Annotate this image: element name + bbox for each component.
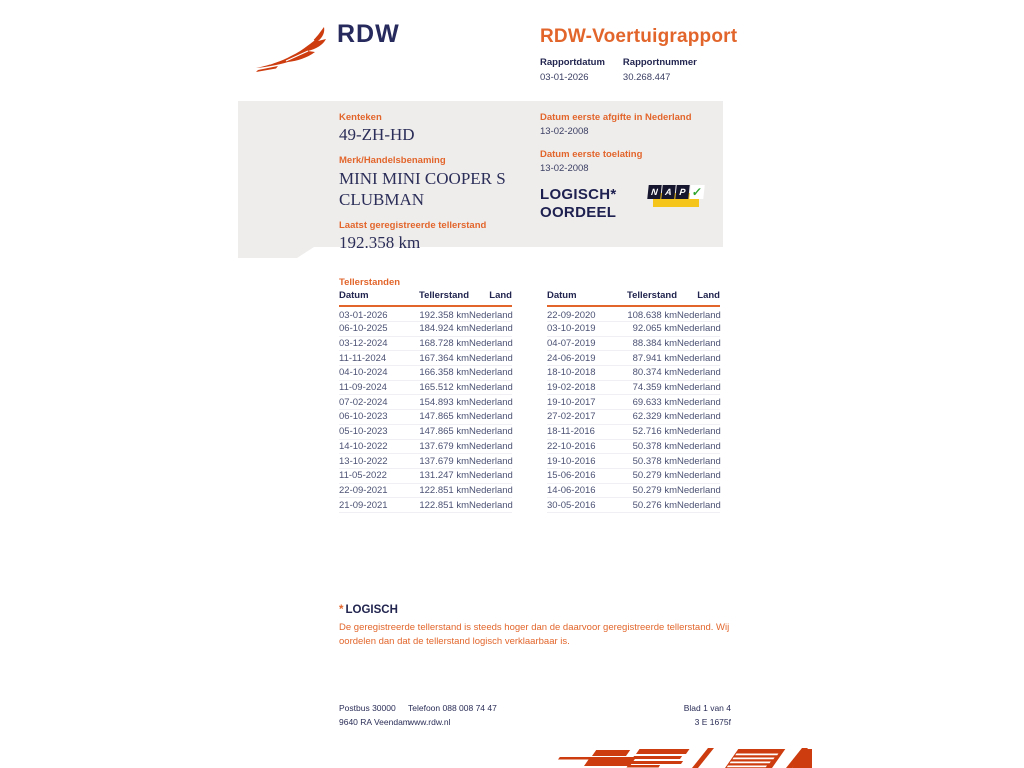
table-row bbox=[339, 351, 512, 366]
cell-datum: 05-10-2023 bbox=[339, 424, 413, 439]
table-row bbox=[547, 351, 720, 366]
nap-check-icon: ✓ bbox=[691, 185, 703, 199]
report-date-value: 03-01-2026 bbox=[540, 72, 589, 83]
afgifte-value: 13-02-2008 bbox=[540, 126, 589, 137]
tellerstanden-heading: Tellerstanden bbox=[339, 277, 401, 288]
cell-land: Nederland bbox=[677, 396, 721, 408]
footer-address-line1: Postbus 30000 bbox=[339, 703, 396, 713]
oordeel-line1: LOGISCH* bbox=[540, 186, 617, 203]
cell-datum: 06-10-2025 bbox=[339, 322, 413, 337]
cell-land: Nederland bbox=[469, 470, 513, 482]
table-row bbox=[339, 454, 512, 469]
note-text: De geregistreerde tellerstand is steeds hoger dan de daarvoor geregistreerde tellerstand. Wij oordelen dan dat de tellerstand logisch verklaarbaar is. bbox=[339, 622, 730, 647]
cell-tellerstand: 50.276 km bbox=[621, 498, 677, 513]
note-heading bbox=[339, 604, 737, 616]
table-row bbox=[547, 395, 720, 410]
note-heading-text: LOGISCH bbox=[345, 604, 398, 616]
column-header-tellerstand: Tellerstand bbox=[413, 290, 469, 306]
cell-land: Nederland bbox=[469, 338, 513, 350]
report-date-label: Rapportdatum bbox=[540, 57, 605, 68]
cell-tellerstand: 80.374 km bbox=[621, 366, 677, 381]
cell-datum: 03-12-2024 bbox=[339, 336, 413, 351]
merk-value: MINI MINI COOPER S CLUBMAN bbox=[339, 169, 506, 209]
table-row bbox=[547, 306, 720, 322]
table-row bbox=[547, 454, 720, 469]
cell-datum: 18-10-2018 bbox=[547, 366, 621, 381]
table-row bbox=[339, 468, 512, 483]
table-row bbox=[339, 380, 512, 395]
cell-tellerstand: 88.384 km bbox=[621, 336, 677, 351]
cell-tellerstand: 50.279 km bbox=[621, 483, 677, 498]
report-date bbox=[540, 57, 605, 83]
cell-land: Nederland bbox=[469, 426, 513, 438]
cell-tellerstand: 50.378 km bbox=[621, 454, 677, 469]
footer-phone: Telefoon 088 008 74 47 bbox=[408, 703, 497, 713]
cell-tellerstand: 192.358 km bbox=[413, 306, 469, 322]
table-row bbox=[339, 483, 512, 498]
cell-land: Nederland bbox=[469, 499, 513, 511]
toelating-label: Datum eerste toelating bbox=[540, 149, 643, 160]
nap-letter-n: N bbox=[647, 185, 661, 199]
toelating-value: 13-02-2008 bbox=[540, 163, 589, 174]
footer-website[interactable]: www.rdw.nl bbox=[408, 716, 451, 727]
nap-logo bbox=[648, 185, 704, 211]
vehicle-summary-left bbox=[339, 112, 539, 263]
cell-land: Nederland bbox=[677, 455, 721, 467]
meter-table-right bbox=[547, 290, 720, 513]
cell-tellerstand: 122.851 km bbox=[413, 483, 469, 498]
kenteken-label: Kenteken bbox=[339, 112, 382, 123]
table-row bbox=[547, 483, 720, 498]
merk-label: Merk/Handelsbenaming bbox=[339, 155, 446, 166]
footer-page-number: Blad 1 van 4 bbox=[683, 703, 731, 713]
table-row bbox=[547, 424, 720, 439]
cell-land: Nederland bbox=[677, 484, 721, 496]
column-header-land: Land bbox=[469, 290, 512, 306]
cell-land: Nederland bbox=[677, 426, 721, 438]
rdw-wordmark: RDW bbox=[337, 20, 400, 48]
table-header-row bbox=[547, 290, 720, 306]
cell-datum: 22-09-2020 bbox=[547, 306, 621, 322]
cell-tellerstand: 168.728 km bbox=[413, 336, 469, 351]
cell-datum: 13-10-2022 bbox=[339, 454, 413, 469]
report-number-value: 30.268.447 bbox=[622, 72, 671, 83]
report-number-label: Rapportnummer bbox=[622, 57, 697, 68]
cell-land: Nederland bbox=[677, 382, 721, 394]
cell-datum: 11-11-2024 bbox=[339, 351, 413, 366]
page-title: RDW-Voertuigrapport bbox=[540, 26, 738, 47]
cell-datum: 30-05-2016 bbox=[547, 498, 621, 513]
cell-land: Nederland bbox=[469, 484, 513, 496]
table-row bbox=[339, 498, 512, 513]
meter-table-left bbox=[339, 290, 511, 513]
table-row bbox=[339, 322, 512, 337]
table-header-row bbox=[339, 290, 512, 306]
cell-datum: 03-10-2019 bbox=[547, 322, 621, 337]
rdw-logo-icon bbox=[252, 24, 332, 72]
report-meta bbox=[540, 57, 697, 83]
cell-tellerstand: 184.924 km bbox=[413, 322, 469, 337]
cell-tellerstand: 137.679 km bbox=[413, 454, 469, 469]
logisch-note bbox=[339, 604, 737, 648]
cell-datum: 22-09-2021 bbox=[339, 483, 413, 498]
cell-land: Nederland bbox=[677, 352, 721, 364]
tellerstand-label: Laatst geregistreerde tellerstand bbox=[339, 220, 487, 231]
cell-datum: 04-07-2019 bbox=[547, 336, 621, 351]
cell-land: Nederland bbox=[677, 367, 721, 379]
cell-datum: 11-09-2024 bbox=[339, 380, 413, 395]
table-row bbox=[547, 380, 720, 395]
cell-land: Nederland bbox=[677, 323, 721, 335]
cell-land: Nederland bbox=[677, 306, 720, 322]
cell-land: Nederland bbox=[469, 440, 513, 452]
cell-land: Nederland bbox=[469, 323, 513, 335]
cell-datum: 19-10-2016 bbox=[547, 454, 621, 469]
column-header-land: Land bbox=[677, 290, 720, 306]
summary-box-tab bbox=[238, 247, 314, 258]
cell-land: Nederland bbox=[677, 470, 721, 482]
cell-land: Nederland bbox=[677, 411, 721, 423]
afgifte-label: Datum eerste afgifte in Nederland bbox=[540, 112, 692, 123]
table-row bbox=[339, 395, 512, 410]
cell-datum: 06-10-2023 bbox=[339, 410, 413, 425]
cell-datum: 19-02-2018 bbox=[547, 380, 621, 395]
cell-tellerstand: 62.329 km bbox=[621, 410, 677, 425]
cell-tellerstand: 166.358 km bbox=[413, 366, 469, 381]
cell-tellerstand: 74.359 km bbox=[621, 380, 677, 395]
cell-tellerstand: 92.065 km bbox=[621, 322, 677, 337]
cell-land: Nederland bbox=[469, 455, 513, 467]
cell-datum: 14-10-2022 bbox=[339, 439, 413, 454]
table-row bbox=[547, 468, 720, 483]
cell-land: Nederland bbox=[469, 382, 513, 394]
cell-datum: 15-06-2016 bbox=[547, 468, 621, 483]
cell-land: Nederland bbox=[677, 338, 721, 350]
cell-land: Nederland bbox=[677, 499, 721, 511]
table-row bbox=[339, 424, 512, 439]
cell-tellerstand: 50.279 km bbox=[621, 468, 677, 483]
cell-datum: 14-06-2016 bbox=[547, 483, 621, 498]
note-asterisk: * bbox=[339, 604, 344, 616]
table-row bbox=[339, 306, 512, 322]
cell-tellerstand: 122.851 km bbox=[413, 498, 469, 513]
cell-land: Nederland bbox=[469, 396, 513, 408]
cell-tellerstand: 69.633 km bbox=[621, 395, 677, 410]
cell-datum: 24-06-2019 bbox=[547, 351, 621, 366]
table-row bbox=[547, 498, 720, 513]
footer-address bbox=[339, 702, 410, 729]
nap-tiles bbox=[648, 185, 704, 199]
cell-land: Nederland bbox=[469, 352, 513, 364]
footer-contact bbox=[408, 702, 497, 729]
table-row bbox=[339, 366, 512, 381]
kenteken-value: 49-ZH-HD bbox=[339, 125, 415, 144]
table-row bbox=[339, 439, 512, 454]
table-row bbox=[547, 322, 720, 337]
nap-letter-p: P bbox=[675, 185, 689, 199]
cell-tellerstand: 167.364 km bbox=[413, 351, 469, 366]
cell-tellerstand: 147.865 km bbox=[413, 424, 469, 439]
nap-letter-a: A bbox=[661, 185, 675, 199]
oordeel-line2: OORDEEL bbox=[540, 204, 617, 221]
cell-datum: 04-10-2024 bbox=[339, 366, 413, 381]
column-header-tellerstand: Tellerstand bbox=[621, 290, 677, 306]
cell-datum: 19-10-2017 bbox=[547, 395, 621, 410]
cell-datum: 11-05-2022 bbox=[339, 468, 413, 483]
cell-datum: 07-02-2024 bbox=[339, 395, 413, 410]
cell-land: Nederland bbox=[469, 411, 513, 423]
footer-doc-code: 3 E 1675f bbox=[694, 716, 731, 727]
tellerstand-value: 192.358 km bbox=[339, 233, 421, 252]
table-row bbox=[547, 366, 720, 381]
table-row bbox=[339, 336, 512, 351]
cell-tellerstand: 87.941 km bbox=[621, 351, 677, 366]
table-row bbox=[547, 439, 720, 454]
footer-page-info bbox=[631, 702, 731, 729]
report-number bbox=[623, 57, 697, 83]
vehicle-summary-box bbox=[238, 101, 723, 252]
cell-datum: 03-01-2026 bbox=[339, 306, 413, 322]
cell-tellerstand: 50.378 km bbox=[621, 439, 677, 454]
feather-graphic bbox=[540, 737, 812, 768]
cell-tellerstand: 154.893 km bbox=[413, 395, 469, 410]
table-row bbox=[547, 336, 720, 351]
column-header-datum: Datum bbox=[547, 290, 621, 306]
table-row bbox=[339, 410, 512, 425]
cell-land: Nederland bbox=[469, 367, 513, 379]
cell-tellerstand: 52.716 km bbox=[621, 424, 677, 439]
cell-datum: 18-11-2016 bbox=[547, 424, 621, 439]
cell-tellerstand: 131.247 km bbox=[413, 468, 469, 483]
table-row bbox=[547, 410, 720, 425]
cell-tellerstand: 137.679 km bbox=[413, 439, 469, 454]
cell-tellerstand: 165.512 km bbox=[413, 380, 469, 395]
cell-tellerstand: 108.638 km bbox=[621, 306, 677, 322]
column-header-datum: Datum bbox=[339, 290, 413, 306]
cell-tellerstand: 147.865 km bbox=[413, 410, 469, 425]
cell-land: Nederland bbox=[677, 440, 721, 452]
cell-datum: 22-10-2016 bbox=[547, 439, 621, 454]
cell-datum: 21-09-2021 bbox=[339, 498, 413, 513]
cell-land: Nederland bbox=[469, 306, 512, 322]
footer-address-line2: 9640 RA Veendam bbox=[339, 716, 410, 727]
cell-datum: 27-02-2017 bbox=[547, 410, 621, 425]
